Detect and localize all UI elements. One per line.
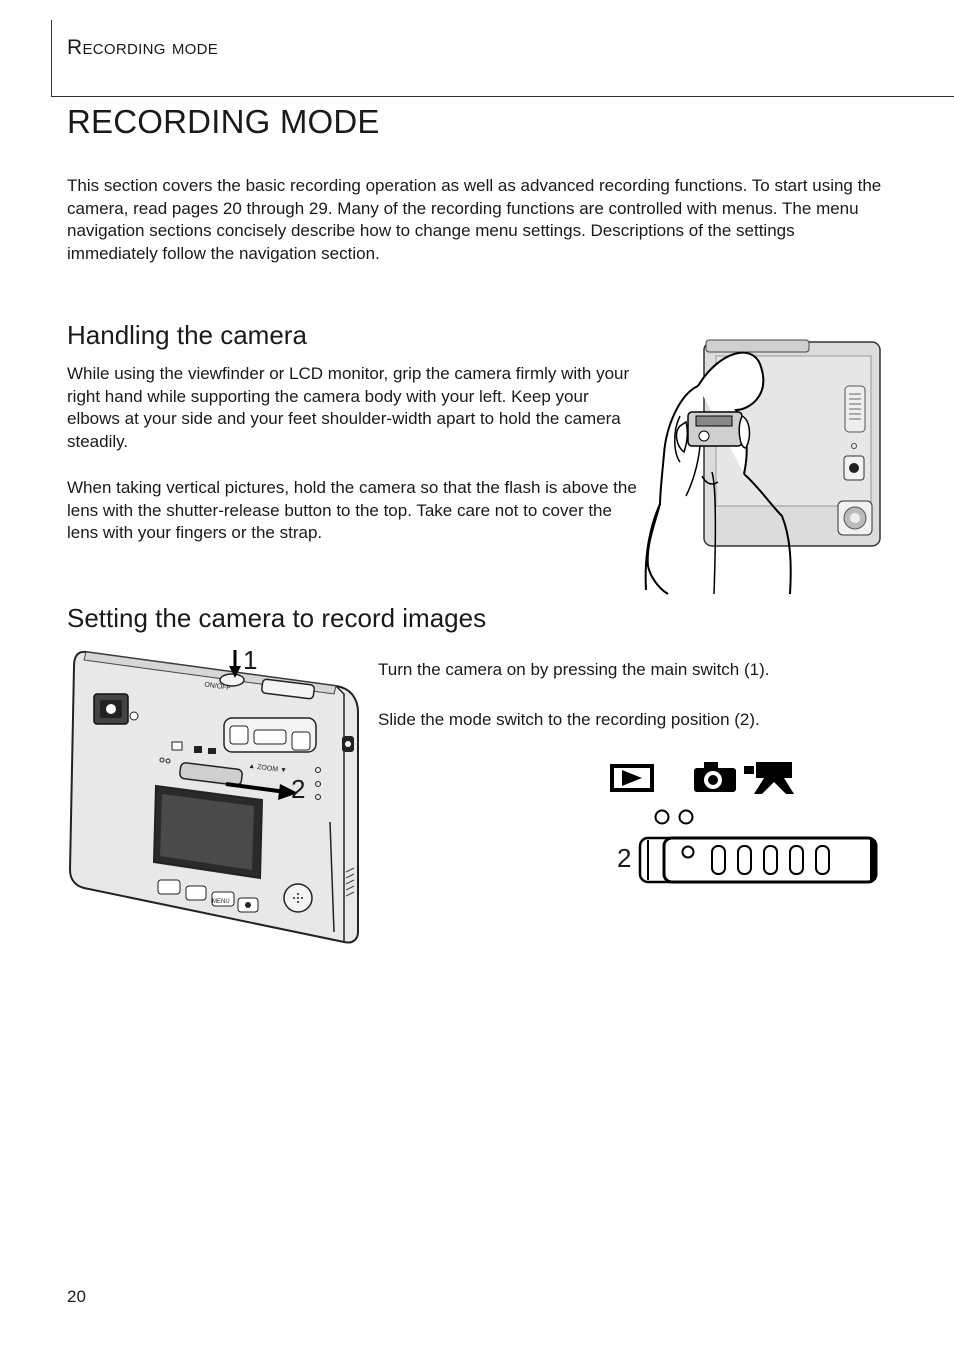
handling-paragraph-2: When taking vertical pictures, hold the camera so that the flash is above the lens with the shutter-release button to the top. Take care not to cover the lens with your fingers or the strap. [67, 478, 637, 543]
header-rule-vertical [51, 20, 52, 96]
zoom-label: ▲ ZOOM ▼ [247, 762, 288, 775]
step-2-text: Slide the mode switch to the recording position (2). [378, 710, 760, 729]
menu-label: MENU [212, 899, 230, 905]
handling-illustration [640, 336, 885, 594]
playback-icon [610, 764, 654, 792]
camera-callout-1: 1 [243, 645, 258, 675]
step-1-text: Turn the camera on by pressing the main switch (1). [378, 660, 770, 679]
handling-paragraph-1: While using the viewfinder or LCD monitor, grip the camera firmly with your right hand while supporting the camera body with your left. Keep your elbows at your side and your feet shoulder-width apart to hold the camera steadily. [67, 364, 630, 451]
switch-callout-2: 2 [617, 843, 632, 873]
mode-switch-detail [608, 760, 880, 885]
camera-callout-2: 2 [291, 774, 306, 804]
header-rule-horizontal [51, 96, 954, 97]
running-head: Recording mode [67, 36, 219, 59]
camera-back-illustration [66, 642, 366, 947]
setting-heading: Setting the camera to record images [67, 603, 487, 633]
handling-heading: Handling the camera [67, 320, 307, 350]
movie-mode-icon [744, 762, 794, 794]
camera-mode-icon [694, 762, 736, 792]
onoff-label: ON/OFF [203, 681, 232, 692]
intro-paragraph: This section covers the basic recording operation as well as advanced recording functions. To start using the camera, read pages 20 through 29. Many of the recording functions are controlled with menus. The menu navigation sections concisely describe how to change menu settings. Descriptions of the settings immediately follow the navigation section. [67, 176, 882, 263]
page-number: 20 [67, 1287, 86, 1306]
page-title: RECORDING MODE [67, 103, 380, 140]
